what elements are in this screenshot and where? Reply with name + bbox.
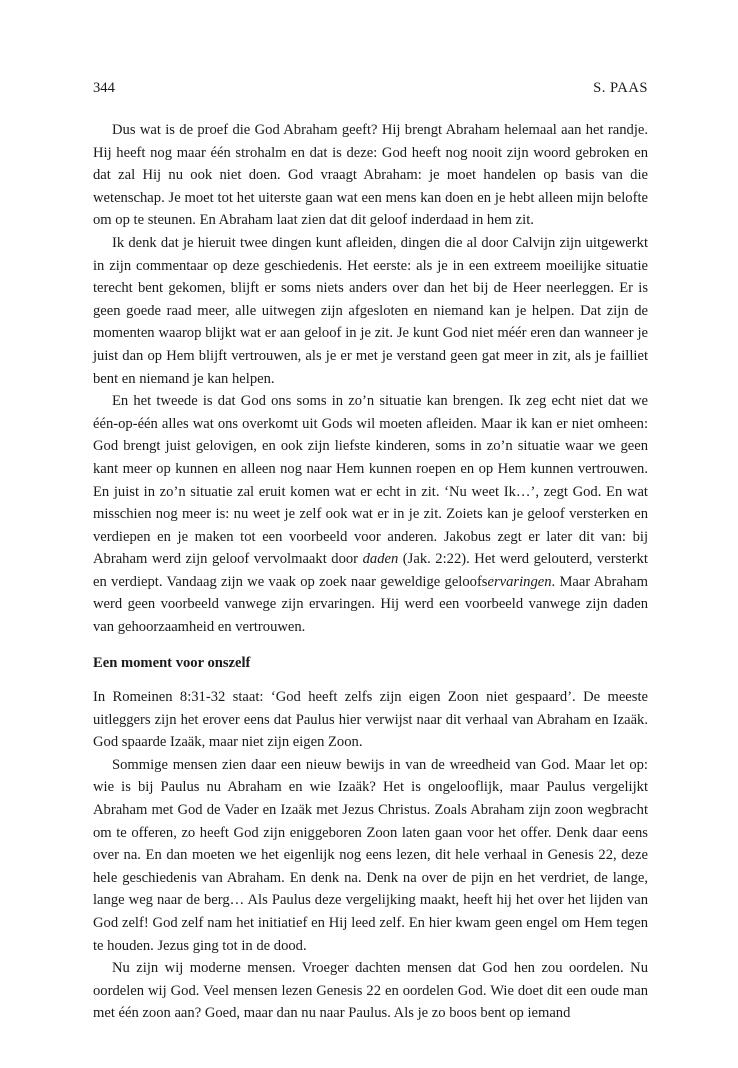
emphasis-ervaringen: ervaringen: [487, 573, 552, 590]
running-head-author: S. PAAS: [593, 80, 648, 96]
paragraph: Nu zijn wij moderne mensen. Vroeger dachten mensen dat God hen zou oordelen. Nu oordelen wij God. Veel mensen lezen Genesis 22 en oordelen God. Wie doet dit een oude man met één zoon aan? Goed, maar dan nu naar Paulus. Als je zo boos bent op iemand: [93, 960, 648, 1022]
emphasis-daden: daden: [362, 551, 399, 568]
section-2-body: [93, 686, 648, 1025]
section-1-body: [93, 119, 648, 639]
paragraph-text: En het tweede is dat God ons soms in zo’n situatie kan brengen. Ik zeg echt niet dat we één-op-één alles wat ons overkomt uit Gods wil moeten afleiden. Maar ik kan er niet omheen: God brengt juist gelovigen, en ook zijn liefste kinderen, soms in zo’n situatie waar we geen kant meer op kunnen en alleen nog naar Hem kunnen roepen en op Hem kunnen vertrouwen. En juist in zo’n situatie zal eruit komen wat er echt in zit. ‘Nu weet Ik…’, zegt God. En wat misschien nog meer is: nu weet je zelf ook wat er in je zit. Zoiets kan je geloof versterken en verdiepen en je maken tot een voorbeeld voor anderen. Jakobus zegt er later dit van: bij Abraham werd zijn geloof vervolmaakt door: [93, 393, 648, 568]
paragraph: Ik denk dat je hieruit twee dingen kunt afleiden, dingen die al door Calvijn zijn uitgewerkt in zijn commentaar op deze geschiedenis. Het eerste: als je in een extreem moeilijke situatie terecht bent gekomen, blijft er soms niets anders over dan het bij de Heer neerleggen. Er is geen goede raad meer, alle uitwegen zijn afgesloten en niemand kan je helpen. Dat zijn de momenten waarop blijkt wat er aan geloof in je zit. Je kunt God niet méér eren dan wanneer je juist dan op Hem blijft vertrouwen, als je er met je verstand geen gat meer in zit, als je failliet bent en niemand je kan helpen.: [93, 234, 648, 387]
paragraph: Dus wat is de proef die God Abraham geeft? Hij brengt Abraham helemaal aan het randje. Hij heeft nog maar één strohalm en dat is deze: God heeft nog nooit zijn woord gebroken en dat zal Hij nu ook niet doen. God vraagt Abraham: je moet handelen op basis van die wetenschap. Je moet tot het uiterste gaan wat een mens kan doen en je hebt alleen mijn belofte om op te steunen. En Abraham laat zien dat dit geloof inderdaad in hem zit.: [93, 122, 648, 229]
paragraph: In Romeinen 8:31-32 staat: ‘God heeft zelfs zijn eigen Zoon niet gespaard’. De meeste uitleggers zijn het erover eens dat Paulus hier verwijst naar dit verhaal van Abraham en Izaäk. God spaarde Izaäk, maar niet zijn eigen Zoon.: [93, 689, 648, 751]
paragraph: Sommige mensen zien daar een nieuw bewijs in van de wreedheid van God. Maar let op: wie is bij Paulus nu Abraham en wie Izaäk? Het is ongelooflijk, maar Paulus vergelijkt Abraham met God de Vader en Izaäk met Jezus Christus. Zoals Abraham zijn zoon wegbracht om te offeren, zo heeft God zijn eniggeboren Zoon laten gaan voor het offer. Denk daar eens over na. En dan moeten we het eigenlijk nog eens lezen, dit hele verhaal in Genesis 22, deze hele geschiedenis van Abraham. En denk na. Denk na over de pijn en het verdriet, de lange, lange weg naar de berg… Als Paulus deze vergelijking maakt, heeft hij het over het lijden van God zelf! God zelf nam het initiatief en Hij leed zelf. En hier kwam geen engel om Hem tegen te houden. Jezus ging tot in de dood.: [93, 756, 648, 954]
paragraph: [93, 390, 648, 639]
paragraph-text: . Maar Abraham werd geen voorbeeld vanwege zijn ervaringen. Hij werd een voorbeeld vanwege zijn daden van gehoorzaamheid en vertrouwen.: [93, 573, 648, 636]
paragraph-text: (Jak. 2:22). Het werd gelouterd, versterkt en verdiept. Vandaag zijn we vaak op zoek naar geweldige geloofs: [93, 551, 648, 590]
section-heading: Een moment voor onszelf: [93, 655, 251, 671]
page-number: 344: [93, 80, 115, 96]
